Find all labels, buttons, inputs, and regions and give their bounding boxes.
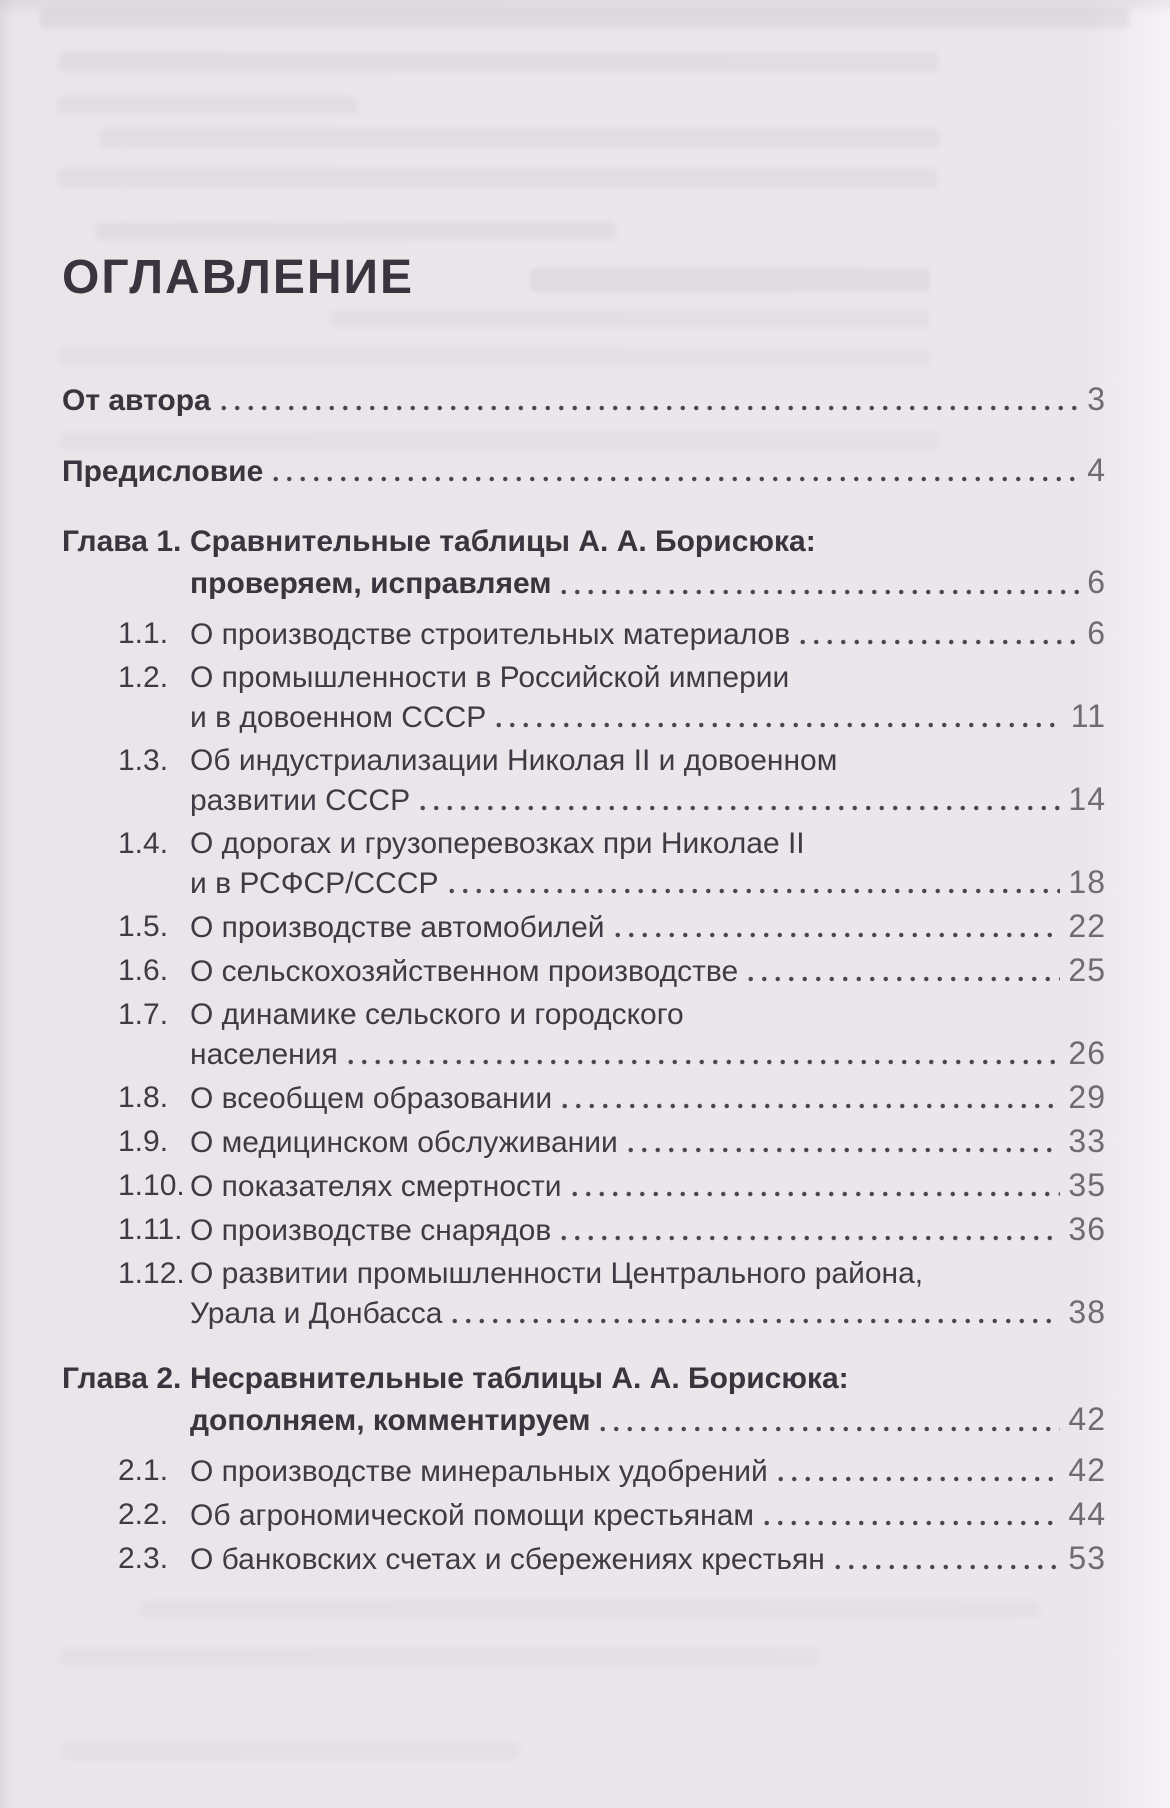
toc-section-1-7 [62,995,1106,1074]
chapter-title-line: проверяем, исправляем [190,567,552,600]
toc-section-1-11 [62,1210,1106,1250]
section-title [190,1166,1106,1206]
section-number: 1.6. [118,954,169,987]
dot-leader [416,780,1060,820]
toc-section-1-8 [62,1078,1106,1118]
section-title [190,995,1106,1074]
dot-leader [344,1034,1061,1074]
section-title-line: Урала и Донбасса [190,1297,443,1330]
bleed-through-artifact [140,1600,1040,1618]
section-title-line: О всеобщем образовании [190,1082,553,1115]
section-title [190,1210,1106,1250]
toc-section-1-6 [62,951,1106,991]
section-title-line: и в РСФСР/СССР [190,867,439,900]
page-number: 6 [1087,564,1106,600]
toc-section-1-1 [62,614,1106,654]
dot-leader [445,863,1061,903]
section-title [190,658,1106,737]
chapter-number: Глава 1. [62,525,182,558]
section-number: 1.1. [118,617,169,650]
page-number: 4 [1087,452,1106,488]
section-title [190,1495,1106,1535]
page-number: 6 [1087,615,1106,651]
section-number: 1.2. [118,661,169,694]
dot-leader [774,1451,1061,1491]
toc-section-1-2 [62,658,1106,737]
page-number: 44 [1068,1496,1106,1532]
dot-leader [557,562,1079,604]
page-number: 42 [1068,1401,1106,1437]
page-number: 35 [1068,1167,1106,1203]
section-number: 1.12. [118,1257,185,1290]
section-number: 1.7. [118,998,169,1031]
section-title [190,1122,1106,1162]
dot-leader [568,1166,1061,1206]
page-number: 3 [1087,381,1106,417]
section-title [190,1451,1106,1491]
dot-leader [557,1210,1060,1250]
section-title-line: О банковских счетах и сбережениях крестьян [190,1543,825,1576]
section-title-line: О дорогах и грузоперевозках при Николае II [190,827,805,860]
section-title-line: О производстве снарядов [190,1214,552,1247]
chapter-number: Глава 2. [62,1362,182,1395]
section-number: 1.9. [118,1125,169,1158]
toc-section-1-4 [62,824,1106,903]
page-number: 25 [1068,952,1106,988]
dot-leader [596,1399,1060,1441]
section-title-line: О развитии промышленности Центрального района, [190,1257,924,1290]
page-title: ОГЛАВЛЕНИЕ [62,251,415,304]
section-title-line: населения [190,1038,338,1071]
section-title-line: О сельскохозяйственном производстве [190,955,739,988]
section-title-line: развитии СССР [190,784,411,817]
dot-leader [448,1293,1060,1333]
section-title-line: Об индустриализации Николая II и довоенном [190,744,838,777]
toc-chapter-2 [62,1359,1106,1441]
toc-chapter-1 [62,522,1106,604]
page-number: 38 [1068,1294,1106,1330]
toc-section-2-2 [62,1495,1106,1535]
toc-section-1-10 [62,1166,1106,1206]
section-number: 1.11. [118,1213,183,1246]
page-number: 33 [1068,1123,1106,1159]
bleed-through-artifact [60,1742,520,1760]
section-title [190,824,1106,903]
section-title [190,951,1106,991]
section-title-line: О показателях смертности [190,1170,562,1203]
toc-section-2-1 [62,1451,1106,1491]
section-title-line: О динамике сельского и городского [190,998,684,1031]
section-number: 1.5. [118,910,169,943]
page-number: 14 [1068,781,1106,817]
bleed-through-artifact [60,1648,820,1666]
section-title-line: О промышленности в Российской империи [190,661,790,694]
section-number: 1.4. [118,827,169,860]
toc-section-1-12 [62,1254,1106,1333]
section-title [190,614,1106,654]
dot-leader [831,1539,1061,1579]
page-number: 11 [1070,698,1106,734]
section-title-line: О производстве минеральных удобрений [190,1455,768,1488]
section-number: 2.3. [118,1542,169,1575]
dot-leader [269,451,1079,491]
section-title-line: О производстве строительных материалов [190,618,791,651]
chapter-title-line: Сравнительные таблицы А. А. Борисюка: [190,525,816,558]
toc-entry-predislovie [62,451,1106,491]
toc-entry-label: От автора [62,384,211,417]
page-number: 42 [1068,1452,1106,1488]
dot-leader [217,380,1079,420]
section-title [190,1078,1106,1118]
section-title-line: и в довоенном СССР [190,701,487,734]
chapter-title-line: Несравнительные таблицы А. А. Борисюка: [190,1362,849,1395]
page-number: 29 [1068,1079,1106,1115]
toc-section-1-9 [62,1122,1106,1162]
section-number: 1.8. [118,1081,169,1114]
dot-leader [611,907,1061,947]
toc-entry-ot-avtora [62,380,1106,420]
section-title-line: Об агрономической помощи крестьянам [190,1499,755,1532]
dot-leader [744,951,1060,991]
section-number: 1.10. [118,1169,185,1202]
section-number: 2.2. [118,1498,169,1531]
page-number: 26 [1068,1035,1106,1071]
page-number: 22 [1068,908,1106,944]
page-number: 53 [1068,1540,1106,1576]
page-number: 36 [1068,1211,1106,1247]
section-number: 2.1. [118,1454,169,1487]
section-title-line: О медицинском обслуживании [190,1126,618,1159]
section-title-line: О производстве автомобилей [190,911,605,944]
section-title [190,1539,1106,1579]
dot-leader [492,697,1062,737]
page-number: 18 [1068,864,1106,900]
section-title [190,907,1106,947]
toc-section-1-3 [62,741,1106,820]
dot-leader [760,1495,1060,1535]
toc-section-1-5 [62,907,1106,947]
dot-leader [796,614,1079,654]
dot-leader [558,1078,1060,1118]
section-title [190,1254,1106,1333]
section-number: 1.3. [118,744,169,777]
chapter-title [190,1359,1106,1441]
dot-leader [624,1122,1061,1162]
chapter-title [190,522,1106,604]
section-title [190,741,1106,820]
toc-section-2-3 [62,1539,1106,1579]
chapter-title-line: дополняем, комментируем [190,1404,591,1437]
toc-entry-label: Предисловие [62,455,264,488]
